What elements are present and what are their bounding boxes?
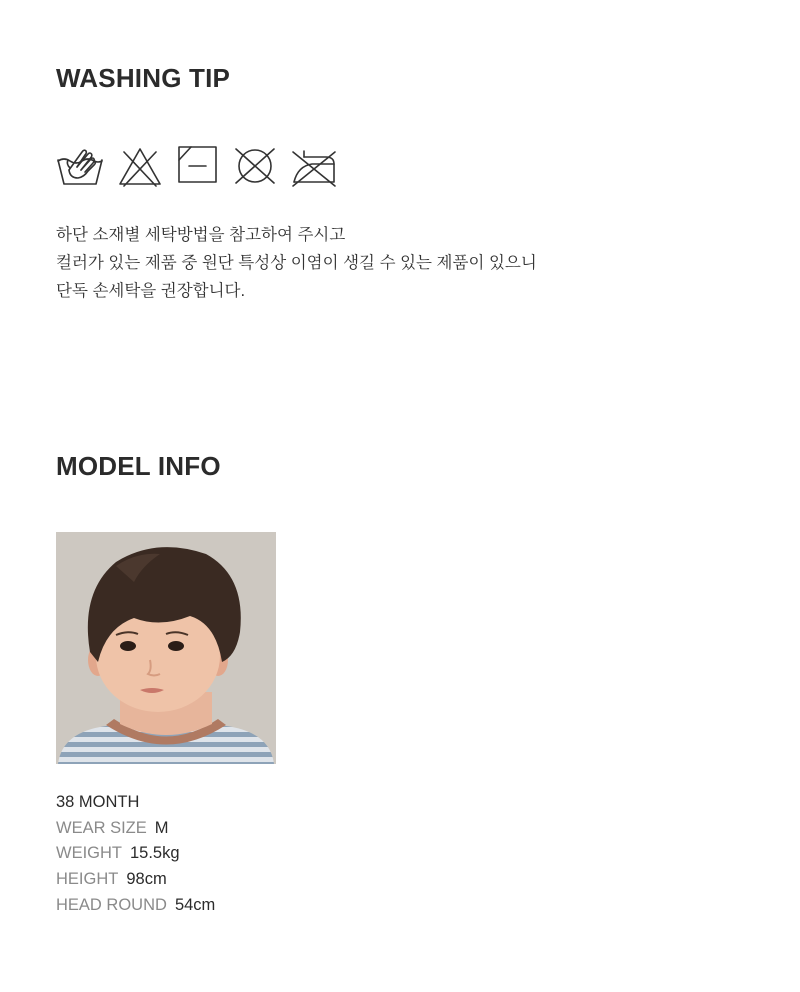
model-photo [56,532,276,764]
model-info [56,790,215,919]
wear-size-row [56,816,215,842]
washing-line: 컬러가 있는 제품 중 원단 특성상 이염이 생길 수 있는 제품이 있으니 [56,254,537,272]
weight-value: 15.5kg [130,844,180,863]
height-row [56,867,215,893]
model-age: 38 MONTH [56,793,140,811]
washing-line: 하단 소재별 세탁방법을 참고하여 주시고 [56,226,346,244]
height-label: HEIGHT [56,870,119,889]
do-not-iron-icon [290,144,338,188]
care-symbols [56,144,346,188]
head-round-label: HEAD ROUND [56,895,167,914]
head-round-row [56,893,215,919]
hand-wash-icon [56,144,104,188]
washing-description [56,221,616,305]
do-not-bleach-icon [117,144,163,188]
washing-tip-title: WASHING TIP [56,63,231,93]
washing-line: 단독 손세탁을 권장합니다. [56,282,246,300]
head-round-value: 54cm [174,895,216,914]
wear-size-value: M [154,818,169,837]
dry-flat-icon [177,144,219,184]
model-info-title: MODEL INFO [56,451,221,481]
do-not-tumble-dry-icon [233,144,279,188]
weight-row [56,841,215,867]
height-value: 98cm [126,870,167,889]
weight-label: WEIGHT [56,844,122,863]
wear-size-label: WEAR SIZE [56,818,147,837]
